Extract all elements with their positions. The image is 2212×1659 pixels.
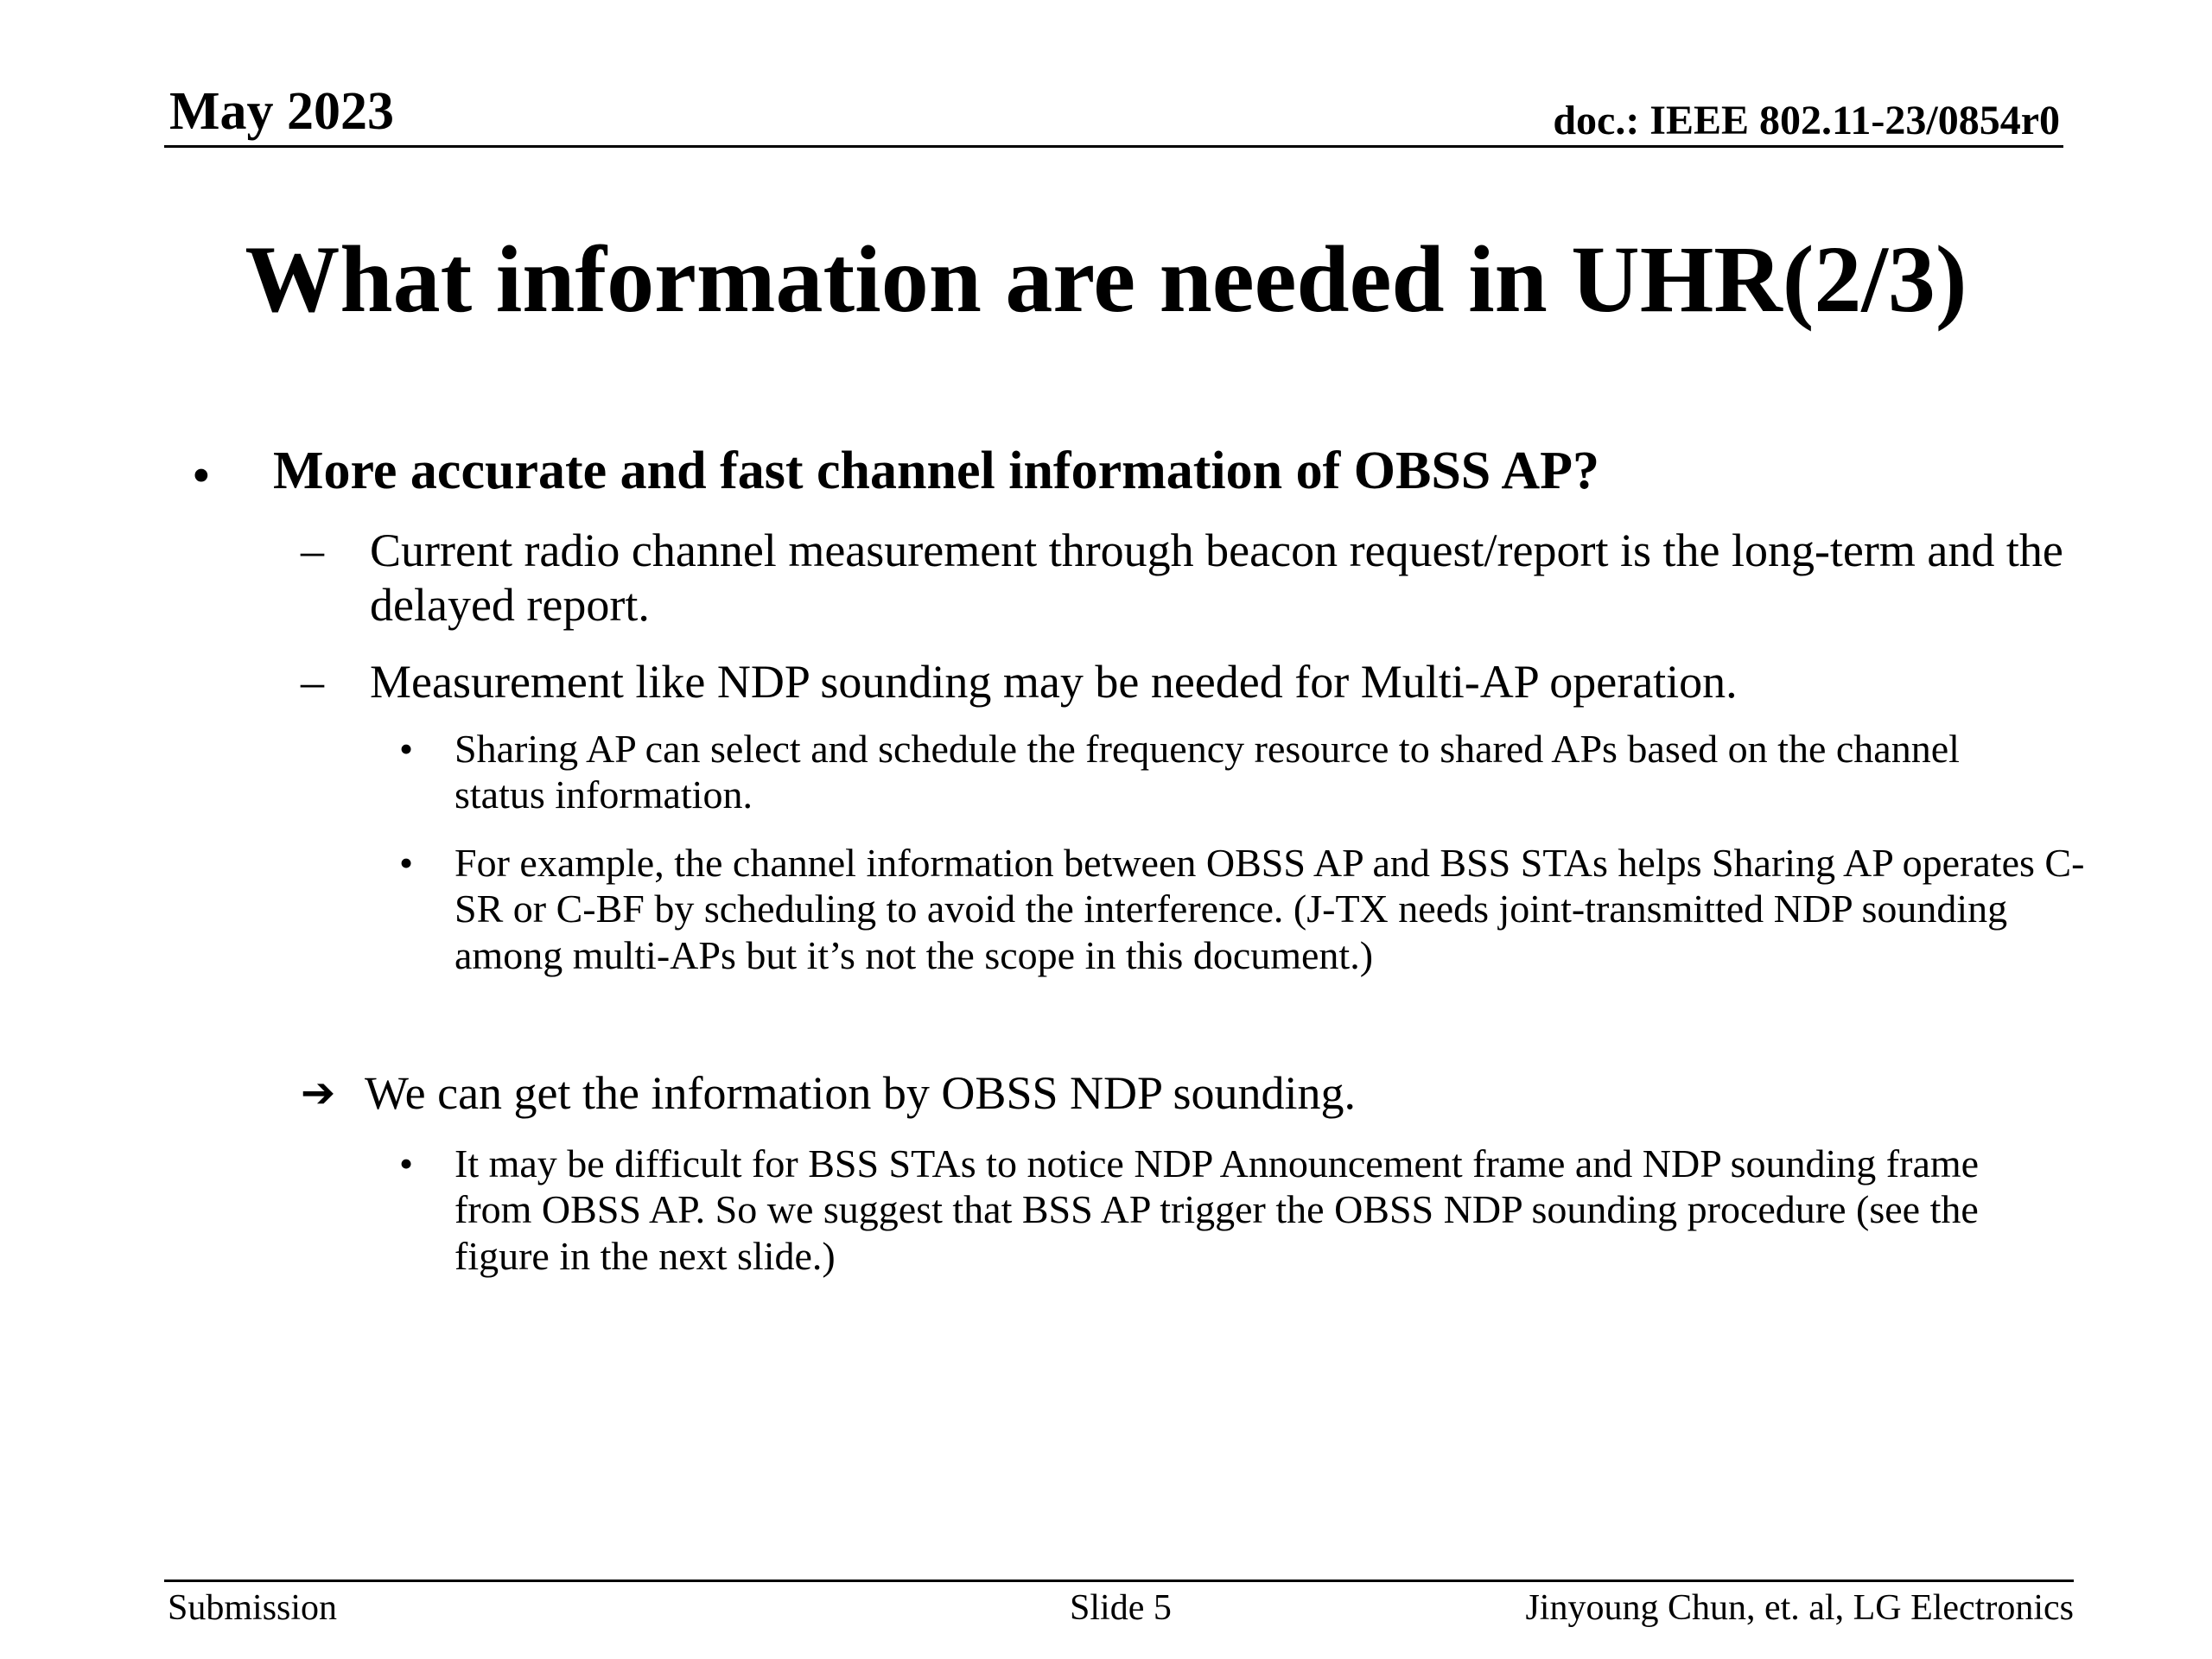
sub-sub-item-marker: • — [399, 841, 414, 885]
header-doc-number: doc.: IEEE 802.11-23/0854r0 — [1553, 98, 2060, 143]
conclusion-item-marker: • — [399, 1141, 414, 1185]
footer-author: Jinyoung Chun, et. al, LG Electronics — [1525, 1588, 2074, 1628]
arrow-icon: ➔ — [301, 1069, 336, 1117]
sub-sub-item-text: Sharing AP can select and schedule the frequency resource to shared APs based on the channel status information. — [454, 727, 1960, 817]
bullet-text: More accurate and fast channel information of OBSS AP? — [273, 442, 1600, 500]
sub-sub-item-text: For example, the channel information between OBSS AP and BSS STAs helps Sharing AP operates C-SR or C-BF by scheduling to avoid the interference. (J-TX needs joint-transmitted NDP sounding among multi-APs but it’s not the scope in this document.) — [454, 841, 2085, 977]
sub-item-text: Measurement like NDP sounding may be needed for Multi-AP operation. — [370, 656, 1738, 708]
footer-slide-number: Slide 5 — [1070, 1588, 1172, 1628]
header-rule — [164, 145, 2063, 148]
footer-rule — [164, 1580, 2074, 1582]
sub-item-marker: – — [301, 524, 324, 576]
bullet-marker: • — [192, 447, 211, 505]
footer-submission: Submission — [168, 1588, 338, 1628]
sub-item-marker: – — [301, 656, 324, 708]
slide-title: What information are needed in UHR(2/3) — [245, 226, 1967, 332]
conclusion-text: We can get the information by OBSS NDP sounding. — [365, 1067, 1357, 1119]
conclusion-item-text: It may be difficult for BSS STAs to notice NDP Announcement frame and NDP sounding frame from OBSS AP. So we suggest that BSS AP trigger the OBSS NDP sounding procedure (see the figure in the next slide.) — [454, 1141, 1980, 1278]
header-date: May 2023 — [169, 82, 395, 141]
sub-item-text: Current radio channel measurement through beacon request/report is the long-term and the delayed report. — [370, 524, 2063, 631]
sub-sub-item-marker: • — [399, 727, 414, 771]
